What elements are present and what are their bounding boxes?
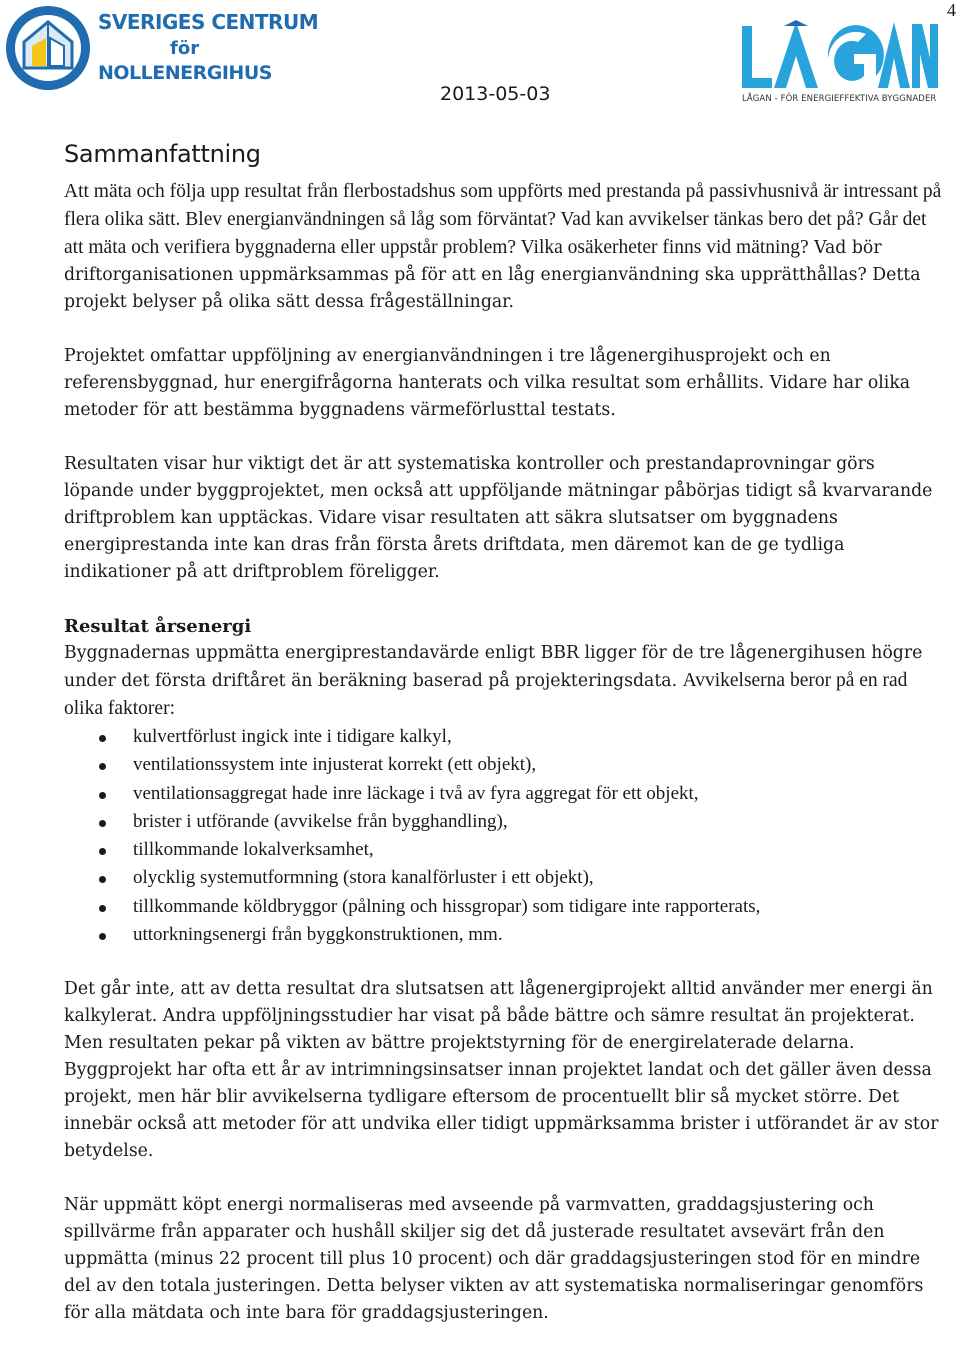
lagan-logo — [740, 18, 940, 108]
bullet-icon — [99, 792, 106, 799]
list-item — [64, 836, 944, 864]
bullet-icon — [99, 876, 106, 883]
bullet-icon — [99, 848, 106, 855]
lagan-caption: LÅGAN - FÖR ENERGIEFFEKTIVA BYGGNADER — [742, 94, 937, 104]
paragraph-intro — [64, 178, 944, 316]
list-item-text: uttorkningsenergi från byggkonstruktionen, mm. — [133, 924, 503, 946]
list-item-text: ventilationsaggregat hade inre läckage i två av fyra aggregat för ett objekt, — [133, 782, 699, 804]
list-item-text: ventilationssystem inte injusterat korrekt (ett objekt), — [133, 754, 537, 776]
list-item — [64, 921, 944, 949]
bullet-icon — [99, 763, 106, 770]
paragraph-6: När uppmätt köpt energi normaliseras med avseende på varmvatten, graddagsjustering och spillvärme från apparater och hushåll skiljer sig det då justerade resultatet avsevärt från den uppmätta (minus 22 procent till plus 10 procent) och där graddagsjusteringen stod för en mindre del av den totala justeringen. Detta belyser vikten av att systematiska normaliseringar genomförs för alla mätdata och inte bara för graddagsjusteringen. — [64, 1195, 924, 1324]
list-item-text: brister i utförande (avvikelse från bygghandling), — [133, 810, 508, 832]
logo-line-3: NOLLENERGIHUS — [98, 62, 272, 84]
paragraph-3: Resultaten visar hur viktigt det är att systematiska kontroller och prestandaprovningar görs löpande under byggprojektet, men också att uppföljande mätningar påbörjas tidigt så kvarvarande driftproblem kan upptäckas. Vidare visar resultaten att säkra slutsatser om byggnadens energiprestanda inte kan dras från första årets driftdata, men däremot kan de ge tydliga indikationer på att driftproblem föreligger. — [64, 454, 933, 582]
nollenergihus-logo — [2, 2, 319, 94]
list-item — [64, 780, 944, 808]
paragraph-4-tail: Avvikelserna beror på en rad olika faktorer: — [64, 670, 908, 719]
house-logo-icon — [2, 2, 98, 94]
list-item-text: olycklig systemutformning (stora kanalförluster i ett objekt), — [133, 867, 594, 889]
paragraph-2: Projektet omfattar uppföljning av energianvändningen i tre lågenergihusprojekt och en referensbyggnad, hur energifrågorna hanterats och vilka resultat som erhållits. Vidare har olika metoder för att bestämma byggnadens värmeförlusttal testats. — [64, 346, 911, 420]
list-item — [64, 893, 944, 921]
logo-line-2: för — [170, 38, 200, 59]
list-item — [64, 723, 944, 751]
paragraph-5: Det går inte, att av detta resultat dra slutsatsen att lågenergiprojekt alltid använder mer energi än kalkylerat. Andra uppföljningsstudier har visat på både bättre och sämre resultat än projekterat. Men resultaten pekar på vikten av bättre projektstyrning för de energirelaterade delarna. Byggprojekt har ofta ett år av intrimningsinsatser innan projektet landat och det gäller även dessa projekt, men här blir avvikelserna tydligare eftersom de procentuellt blir så mycket större. Det innebär också att metoder för att undvika eller tidigt uppmärksamma brister i utförandet är av stor betydelse. — [64, 979, 939, 1162]
list-item — [64, 808, 944, 836]
bullet-icon — [99, 735, 106, 742]
paragraph-4 — [64, 640, 944, 723]
document-body — [64, 140, 944, 1327]
logo-line-1: SVERIGES CENTRUM — [98, 10, 319, 34]
intro-rest-text: Vad bör driftorganisationen uppmärksammas på för att en låg energianvändning ska upprätthållas? Detta projekt belyser på olika sätt dessa frågeställningar. — [64, 238, 921, 312]
list-item-text: tillkommande lokalverksamhet, — [133, 839, 374, 861]
page-number: 4 — [947, 0, 956, 20]
page-title: Sammanfattning — [64, 140, 261, 168]
intro-serif-text: Att mäta och följa upp resultat från flerbostadshus som uppförts med prestanda på passivhusnivå är intressant på flera olika sätt. Blev energianvändningen så låg som förväntat? Vad kan avvikelser tänkas bero det på? Går det att mäta och verifiera byggnaderna eller uppstår problem? Vilka osäkerheter finns vid mätning? — [64, 181, 942, 258]
paragraph-4-main: Byggnadernas uppmätta energiprestandavärde enligt BBR ligger för de tre lågenergihusen högre under det första driftåret än beräkning baserad på projekteringsdata. — [64, 643, 923, 691]
list-item — [64, 751, 944, 779]
section-heading: Resultat årsenergi — [64, 616, 252, 637]
list-item-text: kulvertförlust ingick inte i tidigare kalkyl, — [133, 726, 452, 747]
factor-list — [64, 723, 944, 949]
bullet-icon — [99, 933, 106, 940]
lagan-logo-icon — [740, 18, 940, 92]
bullet-icon — [99, 820, 106, 827]
bullet-icon — [99, 905, 106, 912]
list-item — [64, 864, 944, 892]
list-item-text: tillkommande köldbryggor (pålning och hissgropar) som tidigare inte rapporterats, — [133, 895, 761, 917]
document-date: 2013-05-03 — [440, 83, 551, 105]
